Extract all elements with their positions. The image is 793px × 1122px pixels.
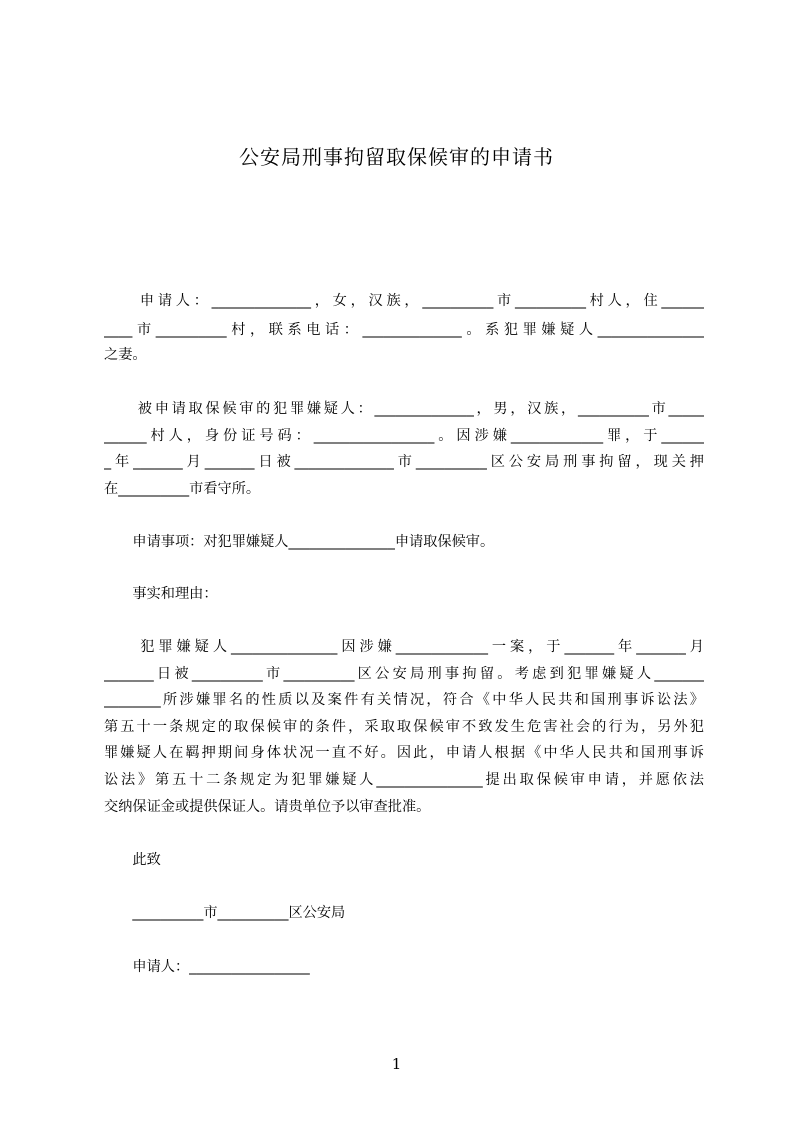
suspect-line-4: 在__________市看守所。 [104,481,261,497]
suspect-line-3: _年_______月_______日被______________市__________区公安局刑事拘留，现关押 [104,454,704,470]
request-item: 申请事项：对犯罪嫌疑人_______________申请取保候审。 [104,534,495,550]
page-title: 公安局刑事拘留取保候审的申请书 [239,145,554,169]
facts-line-1: 犯罪嫌疑人_______________因涉嫌_____________一案，于_______年_______月 [104,639,704,655]
signature-line: 申请人：_________________ [104,959,310,975]
facts-line-4: 第五十一条规定的取保候审的条件，采取取保候审不致发生危害社会的行为，另外犯 [104,719,704,735]
salutation: 此致 [104,852,161,868]
facts-line-6: 讼法》第五十二条规定为犯罪嫌疑人_______________提出取保候审申请，并愿依法 [104,772,704,788]
page-number: 1 [391,1055,402,1073]
suspect-line-2: ______村人，身份证号码：_________________。因涉嫌_____________罪，于______ [104,428,704,444]
facts-line-7: 交纳保证金或提供保证人。请贵单位予以审查批准。 [104,799,431,815]
facts-heading: 事实和理由： [104,586,218,602]
recipient-bureau: __________市__________区公安局 [104,905,346,921]
applicant-line-1: 申请人：______________，女，汉族，__________市__________村人，住______ [104,293,704,309]
facts-line-3: ________所涉嫌罪名的性质以及案件有关情况，符合《中华人民共和国刑事诉讼法》 [104,692,704,708]
applicant-line-3: 之妻。 [104,347,147,363]
facts-line-5: 罪嫌疑人在羁押期间身体状况一直不好。因此，申请人根据《中华人民共和国刑事诉 [104,745,704,761]
facts-line-2: _______日被__________市__________区公安局刑事拘留。考虑到犯罪嫌疑人_______ [104,666,704,682]
suspect-line-1: 被申请取保候审的犯罪嫌疑人：______________，男，汉族，__________市_____ [104,401,704,417]
applicant-line-2: ____市__________村，联系电话：______________。系犯罪嫌疑人_______________ [104,322,704,338]
